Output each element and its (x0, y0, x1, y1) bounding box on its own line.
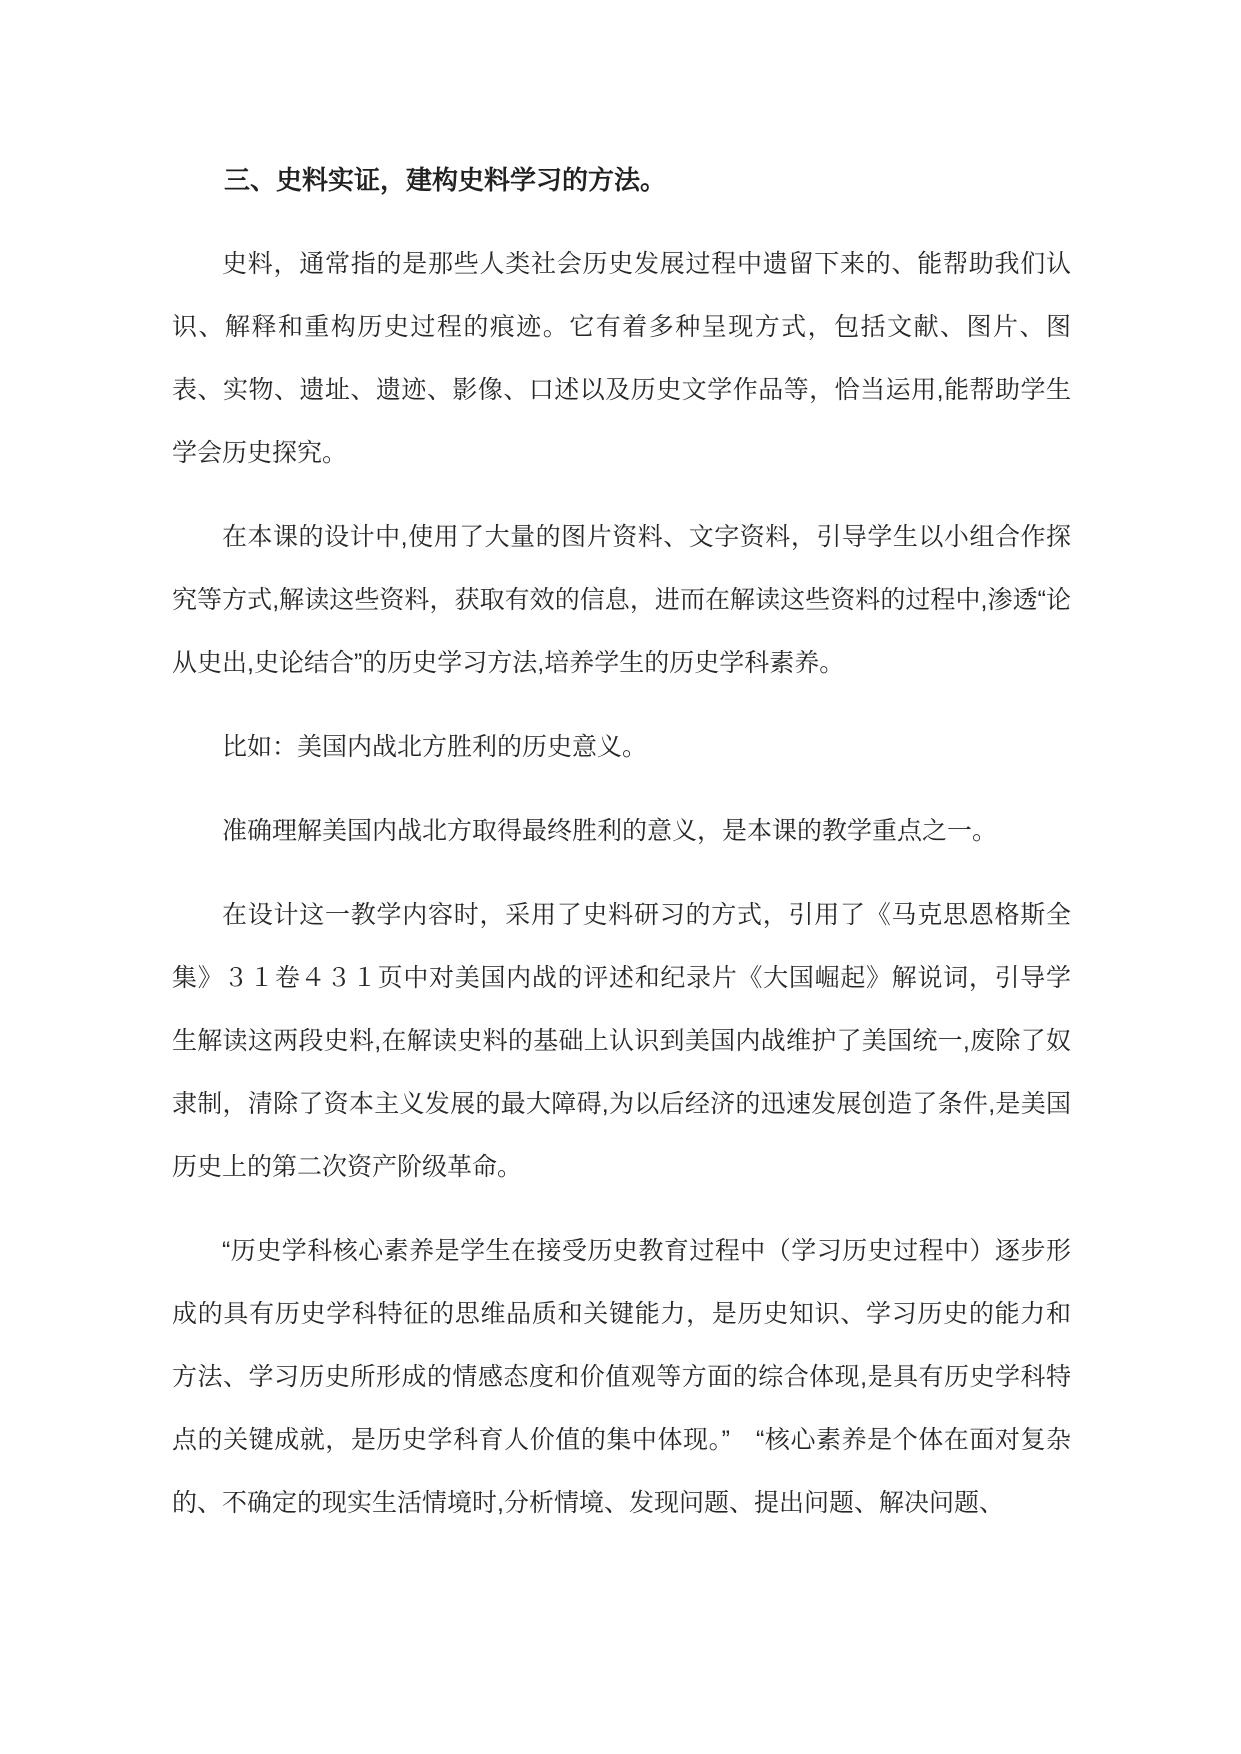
section-heading: 三、史料实证，建构史料学习的方法。 (224, 165, 667, 195)
paragraph-core-literacy-quote: “历史学科核心素养是学生在接受历史教育过程中（学习历史过程中）逐步形成的具有历史学科特征的思维品质和关键能力，是历史知识、学习历史的能力和方法、学习历史所形成的情感态度和价值观等方面的综合体现,是具有历史学科特点的关键成就，是历史学科育人价值的集中体现。” “核心素养是个体在面对复杂的、不确定的现实生活情境时,分析情境、发现问题、提出问题、解决问题、 (172, 1237, 1071, 1517)
paragraph-civil-war-materials: 在设计这一教学内容时，采用了史料研习的方式，引用了《马克思恩格斯全集》３１卷４３１页中对美国内战的评述和纪录片《大国崛起》解说词，引导学生解读这两段史料,在解读史料的基础上认识到美国内战维护了美国统一,废除了奴隶制，清除了资本主义发展的最大障碍,为以后经济的迅速发展创造了条件,是美国历史上的第二次资产阶级革命。 (172, 901, 1071, 1181)
paragraph-teaching-key-point: 准确理解美国内战北方取得最终胜利的意义，是本课的教学重点之一。 (222, 817, 998, 845)
paragraph-shiliao-definition: 史料，通常指的是那些人类社会历史发展过程中遗留下来的、能帮助我们认识、解释和重构历史过程的痕迹。它有着多种呈现方式，包括文献、图片、图表、实物、遗址、遗迹、影像、口述以及历史文学作品等，恰当运用,能帮助学生学会历史探究。 (172, 250, 1071, 467)
paragraph-lesson-design: 在本课的设计中,使用了大量的图片资料、文字资料，引导学生以小组合作探究等方式,解读这些资料，获取有效的信息，进而在解读这些资料的过程中,渗透“论从史出,史论结合”的历史学习方法,培养学生的历史学科素养。 (172, 523, 1071, 677)
paragraph-example: 比如：美国内战北方胜利的历史意义。 (222, 733, 648, 761)
